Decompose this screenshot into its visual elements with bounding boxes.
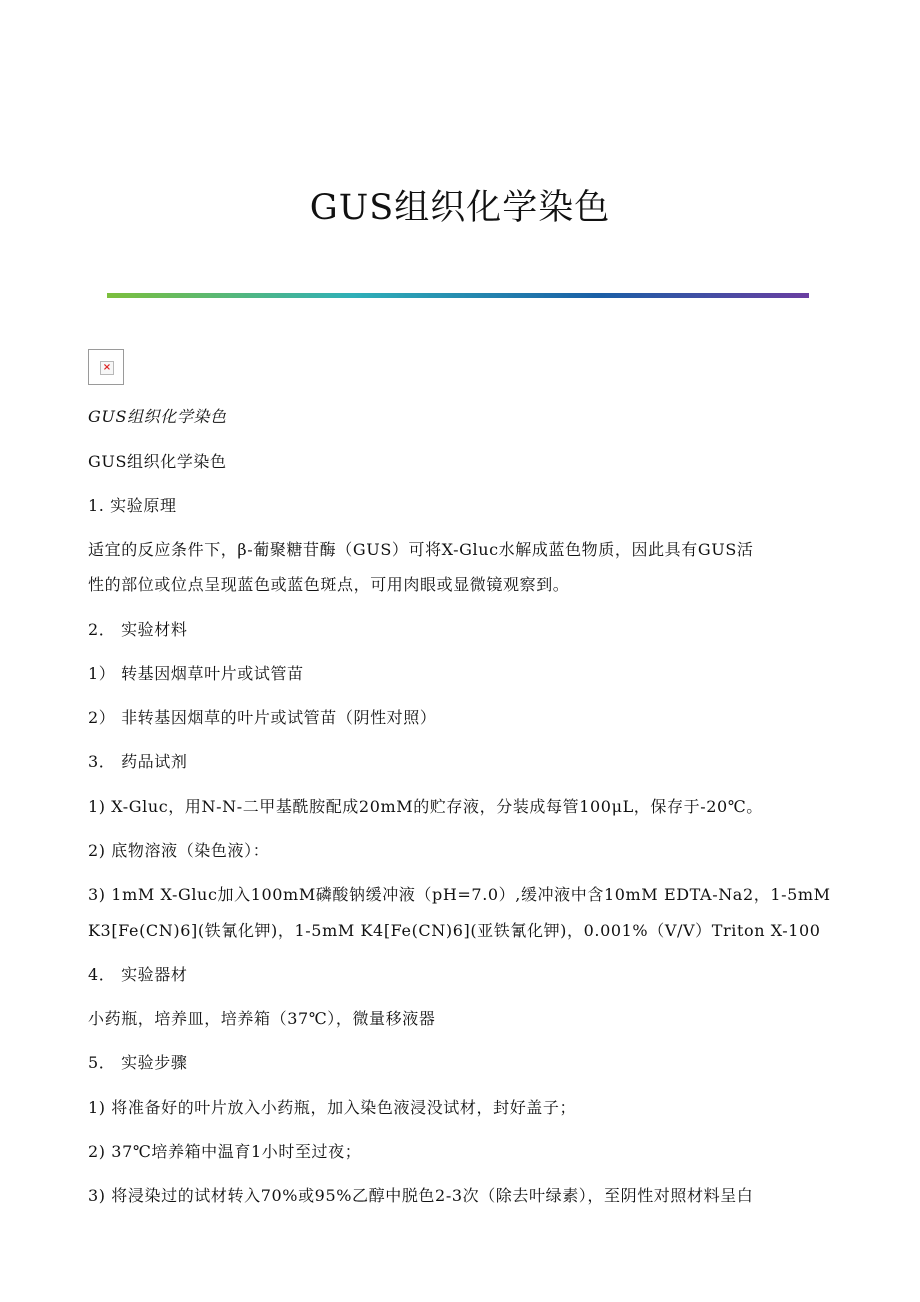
section-heading: 1. 实验原理 [88, 496, 177, 515]
body-line: 性的部位或位点呈现蓝色或蓝色斑点，可用肉眼或显微镜观察到。 [88, 575, 570, 594]
list-item: 2） 非转基因烟草的叶片或试管苗（阴性对照） [88, 708, 437, 727]
section-heading: 5． 实验步骤 [88, 1053, 188, 1072]
title-divider [107, 293, 809, 298]
section-heading: 2． 实验材料 [88, 620, 188, 639]
error-x-icon: × [100, 361, 114, 375]
section-heading: 3． 药品试剂 [88, 752, 188, 771]
list-item: 2) 37℃培养箱中温育1小时至过夜； [88, 1142, 362, 1161]
list-item: 3) 将浸染过的试材转入70%或95%乙醇中脱色2-3次（除去叶绿素），至阴性对照材料呈白 [88, 1186, 754, 1205]
page-title: GUS组织化学染色 [309, 188, 611, 228]
body-line: K3[Fe(CN)6](铁氰化钾)，1-5mM K4[Fe(CN)6](亚铁氰化钾)，0.001%（V/V）Triton X-100 [88, 921, 821, 940]
list-item: 1） 转基因烟草叶片或试管苗 [88, 664, 304, 683]
body-line: 适宜的反应条件下，β-葡聚糖苷酶（GUS）可将X-Gluc水解成蓝色物质，因此具有GUS活 [88, 540, 754, 559]
list-item: 1) 将准备好的叶片放入小药瓶，加入染色液浸没试材，封好盖子； [88, 1098, 577, 1117]
list-item: 1) X-Gluc，用N-N-二甲基酰胺配成20mM的贮存液，分装成每管100μL，保存于-20℃。 [88, 797, 763, 816]
list-item: 2) 底物溶液（染色液）： [88, 841, 270, 860]
body-line: GUS组织化学染色 [88, 452, 227, 471]
body-line: 小药瓶，培养皿，培养箱（37℃），微量移液器 [88, 1009, 436, 1028]
broken-image-icon [88, 349, 124, 385]
image-caption: GUS组织化学染色 [88, 407, 227, 426]
list-item: 3) 1mM X-Gluc加入100mM磷酸钠缓冲液（pH=7.0）,缓冲液中含10mM EDTA-Na2，1-5mM [88, 885, 831, 904]
section-heading: 4． 实验器材 [88, 965, 188, 984]
